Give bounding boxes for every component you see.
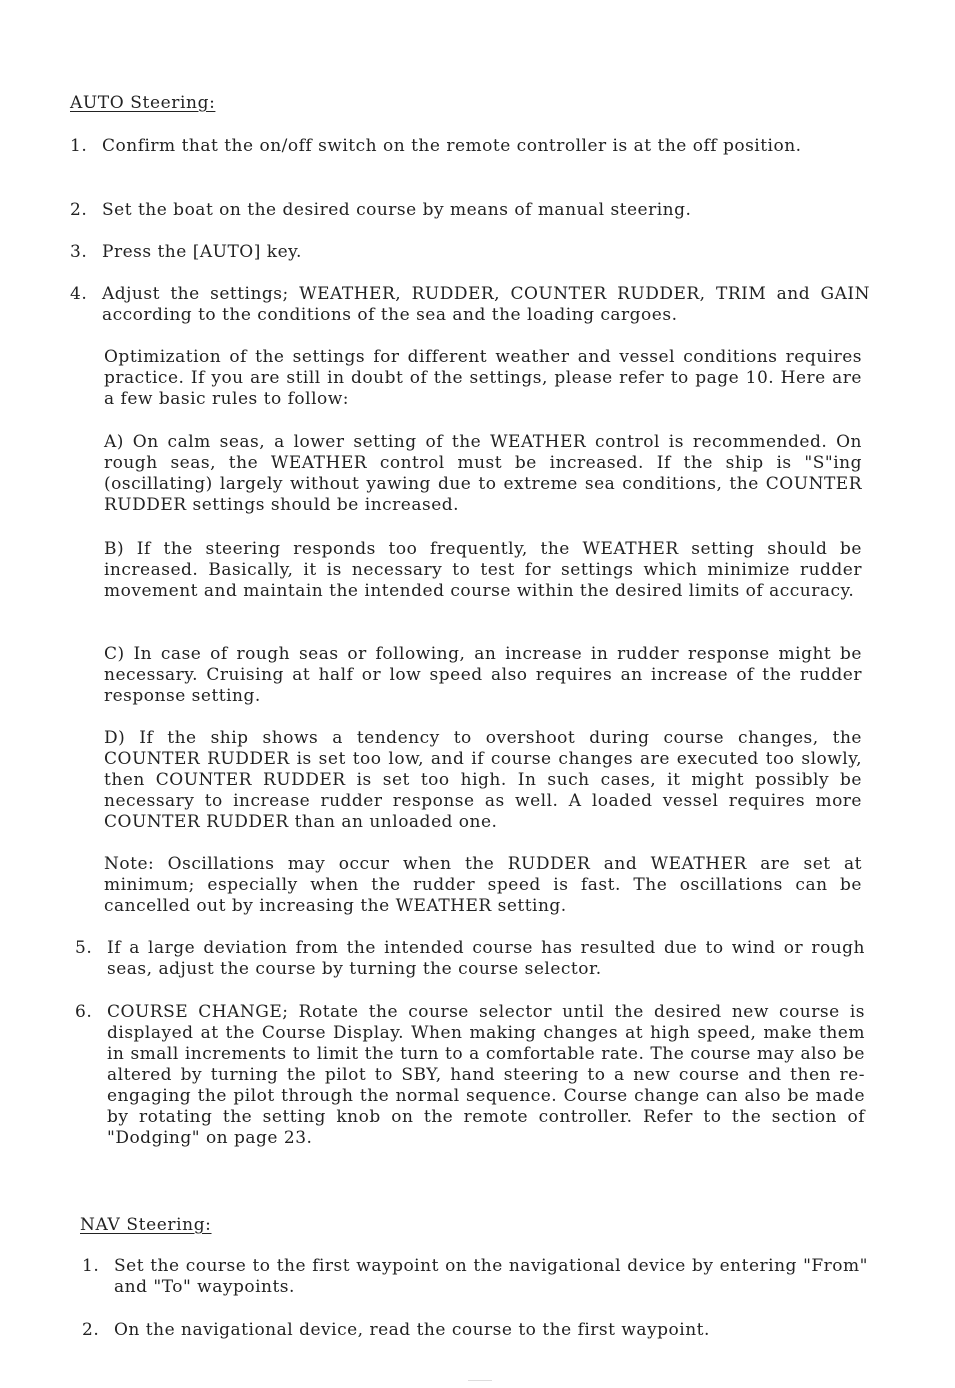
rule-b-paragraph: B) If the steering responds too frequently, the WEATHER setting should be increased. Basically, it is necessary to test for settings which minimize rudder movement and maintain the intended course within the desired limits of accuracy. <box>104 539 862 601</box>
note-paragraph: Note: Oscillations may occur when the RUDDER and WEATHER are set at minimum; especially when the rudder speed is fast. The oscillations can be cancelled out by increasing the WEATHER setting. <box>104 854 862 916</box>
step-number: 1. <box>70 136 88 156</box>
step-text: COURSE CHANGE; Rotate the course selector until the desired new course is displayed at the Course Display. When making changes at high speed, make them in small increments to limit the turn to a comfortable rate. The course may also be altered by turning the pilot to SBY, hand steering to a new course and then re-engaging the pilot through the normal sequence. Course change can also be made by rotating the setting knob on the remote controller. Refer to the section of "Dodging" on page 23. <box>107 1002 865 1148</box>
optimization-paragraph: Optimization of the settings for different weather and vessel conditions requires practice. If you are still in doubt of the settings, please refer to page 10. Here are a few basic rules to follow: <box>104 347 862 409</box>
rule-a-paragraph: A) On calm seas, a lower setting of the WEATHER control is recommended. On rough seas, the WEATHER control must be increased. If the ship is "S"ing (oscillating) largely without yawing due to extreme sea conditions, the COUNTER RUDDER settings should be increased. <box>104 432 862 515</box>
auto-step-5 <box>75 938 865 980</box>
step-text: If a large deviation from the intended course has resulted due to wind or rough seas, adjust the course by turning the course selector. <box>107 938 865 979</box>
nav-step-1 <box>82 1256 868 1298</box>
step-text: Adjust the settings; WEATHER, RUDDER, COUNTER RUDDER, TRIM and GAIN according to the conditions of the sea and the loading cargoes. <box>102 284 870 325</box>
step-text: On the navigational device, read the course to the first waypoint. <box>114 1320 710 1340</box>
step-number: 4. <box>70 284 88 304</box>
auto-step-2 <box>70 200 870 221</box>
step-number: 6. <box>75 1002 93 1022</box>
nav-steering-heading: NAV Steering: <box>80 1215 212 1235</box>
auto-step-4 <box>70 284 870 326</box>
step-number: 1. <box>82 1256 100 1276</box>
auto-step-1 <box>70 136 870 157</box>
rule-c-paragraph: C) In case of rough seas or following, an increase in rudder response might be necessary. Cruising at half or low speed also requires an increase of the rudder response setting. <box>104 644 862 706</box>
rule-d-paragraph: D) If the ship shows a tendency to overshoot during course changes, the COUNTER RUDDER is set too low, and if course changes are executed too slowly, then COUNTER RUDDER is set too high. In such cases, it might possibly be necessary to increase rudder response as well. A loaded vessel requires more COUNTER RUDDER than an unloaded one. <box>104 728 862 832</box>
step-number: 5. <box>75 938 93 958</box>
step-number: 3. <box>70 242 88 262</box>
auto-step-3 <box>70 242 870 263</box>
step-text: Confirm that the on/off switch on the remote controller is at the off position. <box>102 136 802 156</box>
step-number: 2. <box>82 1320 100 1340</box>
step-text: Press the [AUTO] key. <box>102 242 302 262</box>
auto-step-6 <box>75 1002 865 1149</box>
step-number: 2. <box>70 200 88 220</box>
nav-step-2 <box>82 1320 868 1341</box>
step-text: Set the boat on the desired course by means of manual steering. <box>102 200 692 220</box>
step-text: Set the course to the first waypoint on the navigational device by entering "From" and "To" waypoints. <box>114 1256 868 1297</box>
scan-mark <box>468 1380 492 1381</box>
auto-steering-heading: AUTO Steering: <box>70 93 216 113</box>
